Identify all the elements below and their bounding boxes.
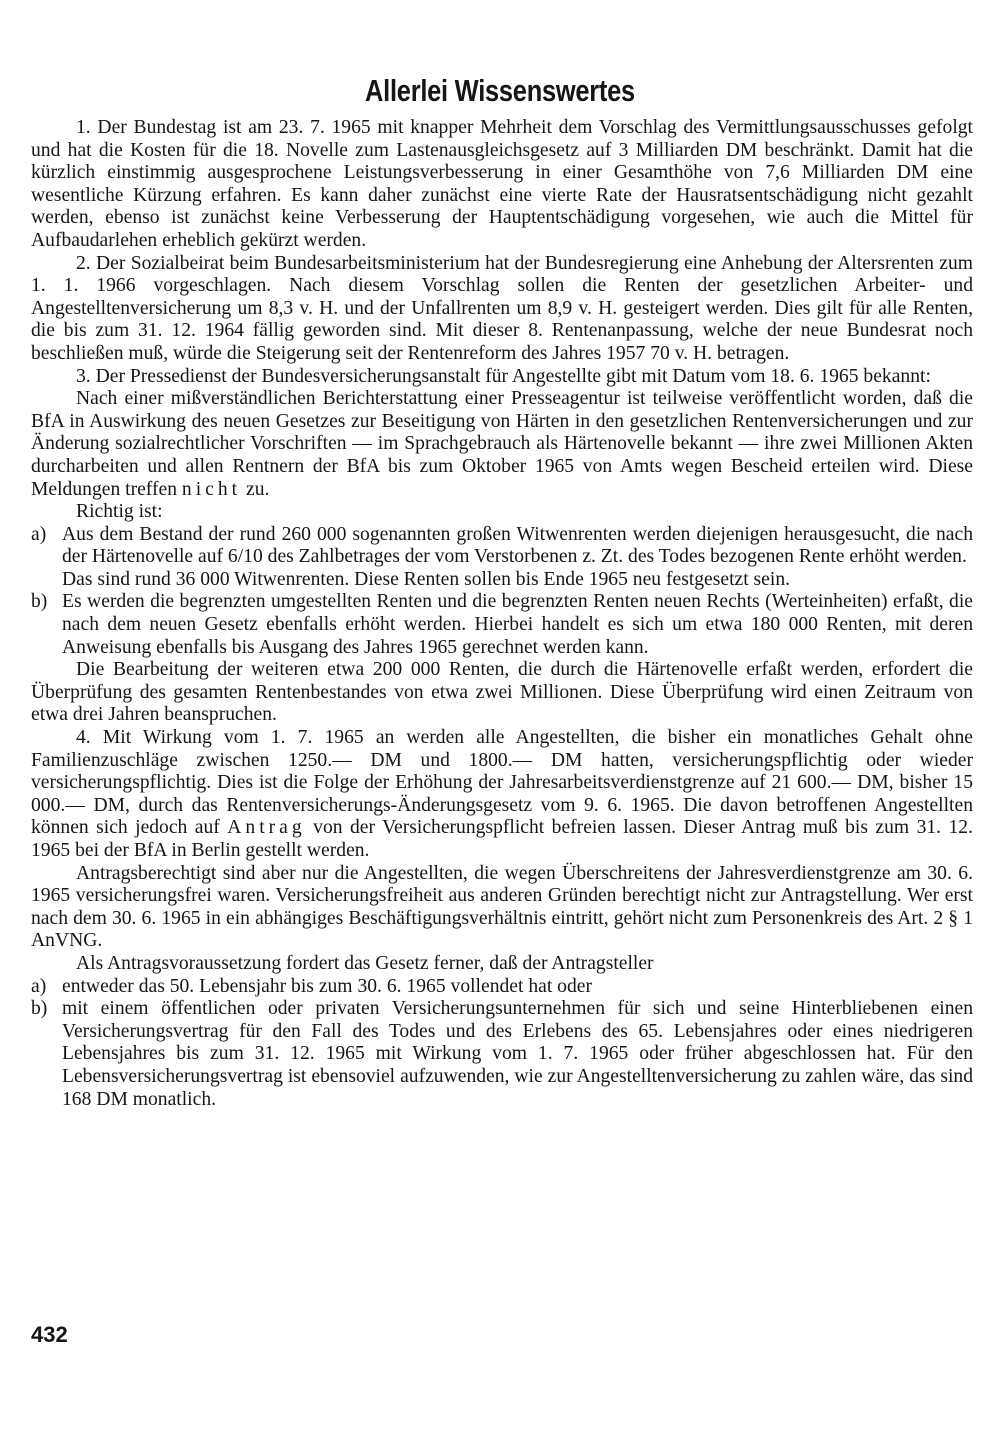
paragraph-1: 1. Der Bundestag ist am 23. 7. 1965 mit knapper Mehrheit dem Vorschlag des Vermittlungsausschusses gefolgt und hat die Kosten für die 18. Novelle zum Lastenausgleichsgesetz auf 3 Milliarden DM beschränkt. Damit hat die kürzlich einstimmig ausgesprochene Leistungsverbesserung in einer Gesamthöhe von 7,6 Milliarden DM eine wesentliche Kürzung erfahren. Es kann daher zunächst eine vierte Rate der Hausratsentschädigung nicht gezahlt werden, ebenso ist zunächst keine Verbesserung der Hauptentschädigung vorgesehen, wie auch die Mittel für Aufbaudarlehen erheblich gekürzt werden.: [31, 117, 973, 251]
paragraph-3: 3. Der Pressedienst der Bundesversicherungsanstalt für Angestellte gibt mit Datum vom 18. 6. 1965 bekannt:: [76, 365, 931, 387]
paragraph-4-third: Als Antragsvoraussetzung fordert das Gesetz ferner, daß der Antragsteller: [76, 952, 654, 974]
paragraph-3-closing: Die Bearbeitung der weiteren etwa 200 000 Renten, die durch die Härtenovelle erfaßt werden, erfordert die Überprüfung des gesamten Rentenbestandes von etwa zwei Millionen. Diese Überprüfung wird einen Zeitraum von etwa drei Jahren beanspruchen.: [31, 659, 973, 726]
list-item-4a: [31, 976, 973, 999]
page-title: Allerlei Wissenswertes: [365, 73, 635, 108]
paragraph-3-quote: [31, 388, 973, 501]
list-label: b): [31, 998, 48, 1020]
list-label: a): [31, 975, 47, 997]
page-number: 432: [31, 1322, 68, 1347]
richtig-ist: Richtig ist:: [76, 501, 163, 523]
paragraph-4-text-end: von der Versicherungspflicht befreien lassen. Dieser Antrag muß bis zum 31. 12. 1965 bei der BfA in Berlin gestellt werden.: [31, 817, 974, 861]
list-item-text: mit einem öffentlichen oder privaten Versicherungsunternehmen für sich und seine Hinterbliebenen einen Versicherungsvertrag für den Fall des Todes und des Erlebens des 65. Lebensjahres oder eines niedrigeren Lebensjahres bis zum 31. 12. 1965 mit Wirkung vom 1. 7. 1965 oder früher abgeschlossen hat. Für den Lebensversicherungsvertrag ist ebensoviel aufzuwenden, wie zur Angestelltenversicherung zu zahlen wäre, das sind 168 DM monatlich.: [62, 998, 973, 1110]
list-item-text: Es werden die begrenzten umgestellten Renten und die begrenzten Renten neuen Rechts (Werteinheiten) erfaßt, die nach dem neuen Gesetz ebenfalls erhöht werden. Hierbei handelt es sich um etwa 180 000 Renten, mit deren Anweisung ebenfalls bis Ausgang des Jahres 1965 gerechnet werden kann.: [62, 591, 973, 658]
list-item-3a: [31, 524, 973, 569]
quote-end: zu.: [246, 478, 270, 500]
article-body: [31, 117, 973, 1111]
paragraph-4-second: Antragsberechtigt sind aber nur die Angestellten, die wegen Überschreitens der Jahresverdienstgrenze am 30. 6. 1965 versicherungsfrei waren. Versicherungsfreiheit aus anderen Gründen berechtigt nicht zur Antragstellung. Wer erst nach dem 30. 6. 1965 in ein abhängiges Beschäftigungsverhältnis eintritt, gehört nicht zum Personenkreis des Art. 2 § 1 AnVNG.: [31, 862, 973, 952]
paragraph-2: 2. Der Sozialbeirat beim Bundesarbeitsministerium hat der Bundesregierung eine Anhebung der Altersrenten zum 1. 1. 1966 vorgeschlagen. Nach diesem Vorschlag sollen die Renten der gesetzlichen Arbeiter- und Angestelltenversicherung um 8,3 v. H. und der Unfallrenten um 8,9 v. H. gesteigert werden. Dies gilt für alle Renten, die bis zum 31. 12. 1964 fällig geworden sind. Mit dieser 8. Rentenanpassung, welche der neue Bundesrat noch beschließen muß, würde die Steigerung seit der Rentenreform des Jahres 1957 70 v. H. betragen.: [31, 252, 973, 364]
list-item-4b: [31, 998, 973, 1111]
list-label: a): [31, 523, 47, 545]
paragraph-4: [31, 727, 973, 863]
spaced-emphasis-nicht: nicht: [181, 478, 242, 500]
list-label: b): [31, 591, 48, 613]
list-item-3b: [31, 591, 973, 659]
spaced-emphasis-antrag: Antrag: [227, 817, 306, 839]
list-item-3a-continuation: Das sind rund 36 000 Witwenrenten. Diese Renten sollen bis Ende 1965 neu festgesetzt sein.: [62, 568, 791, 590]
paragraph-4-text: 4. Mit Wirkung vom 1. 7. 1965 an werden alle Angestellten, die bisher ein monatliches Gehalt ohne Familienzuschläge zwischen 1250.— DM und 1800.— DM hatten, versicherungspflichtig oder wieder versicherungspflichtig. Dies ist die Folge der Erhöhung der Jahresarbeitsverdienstgrenze auf 21 600.— DM, bisher 15 000.— DM, durch das Rentenversicherungs-Änderungsgesetz vom 9. 6. 1965. Die davon betroffenen Angestellten können sich jedoch auf: [31, 727, 973, 839]
quote-text: Nach einer mißverständlichen Berichterstattung einer Presseagentur ist teilweise veröffentlicht worden, daß die BfA in Auswirkung des neuen Gesetzes zur Beseitigung von Härten in den gesetzlichen Rentenversicherungen und zur Änderung sozialrechtlicher Vorschriften — im Sprachgebrauch als Härtenovelle bekannt — ihre zwei Millionen Akten durcharbeiten und allen Rentnern der BfA bis zum Oktober 1965 von Amts wegen Bescheid erteilen wird. Diese Meldungen treffen: [31, 388, 973, 500]
list-item-text: entweder das 50. Lebensjahr bis zum 30. 6. 1965 vollendet hat oder: [62, 975, 592, 997]
list-item-text: Aus dem Bestand der rund 260 000 sogenannten großen Witwenrenten werden diejenigen herausgesucht, die nach der Härtenovelle auf 6/10 des Zahlbetrages der vom Verstorbenen z. Zt. des Todes bezogenen Rente erhöht werden.: [62, 523, 973, 568]
